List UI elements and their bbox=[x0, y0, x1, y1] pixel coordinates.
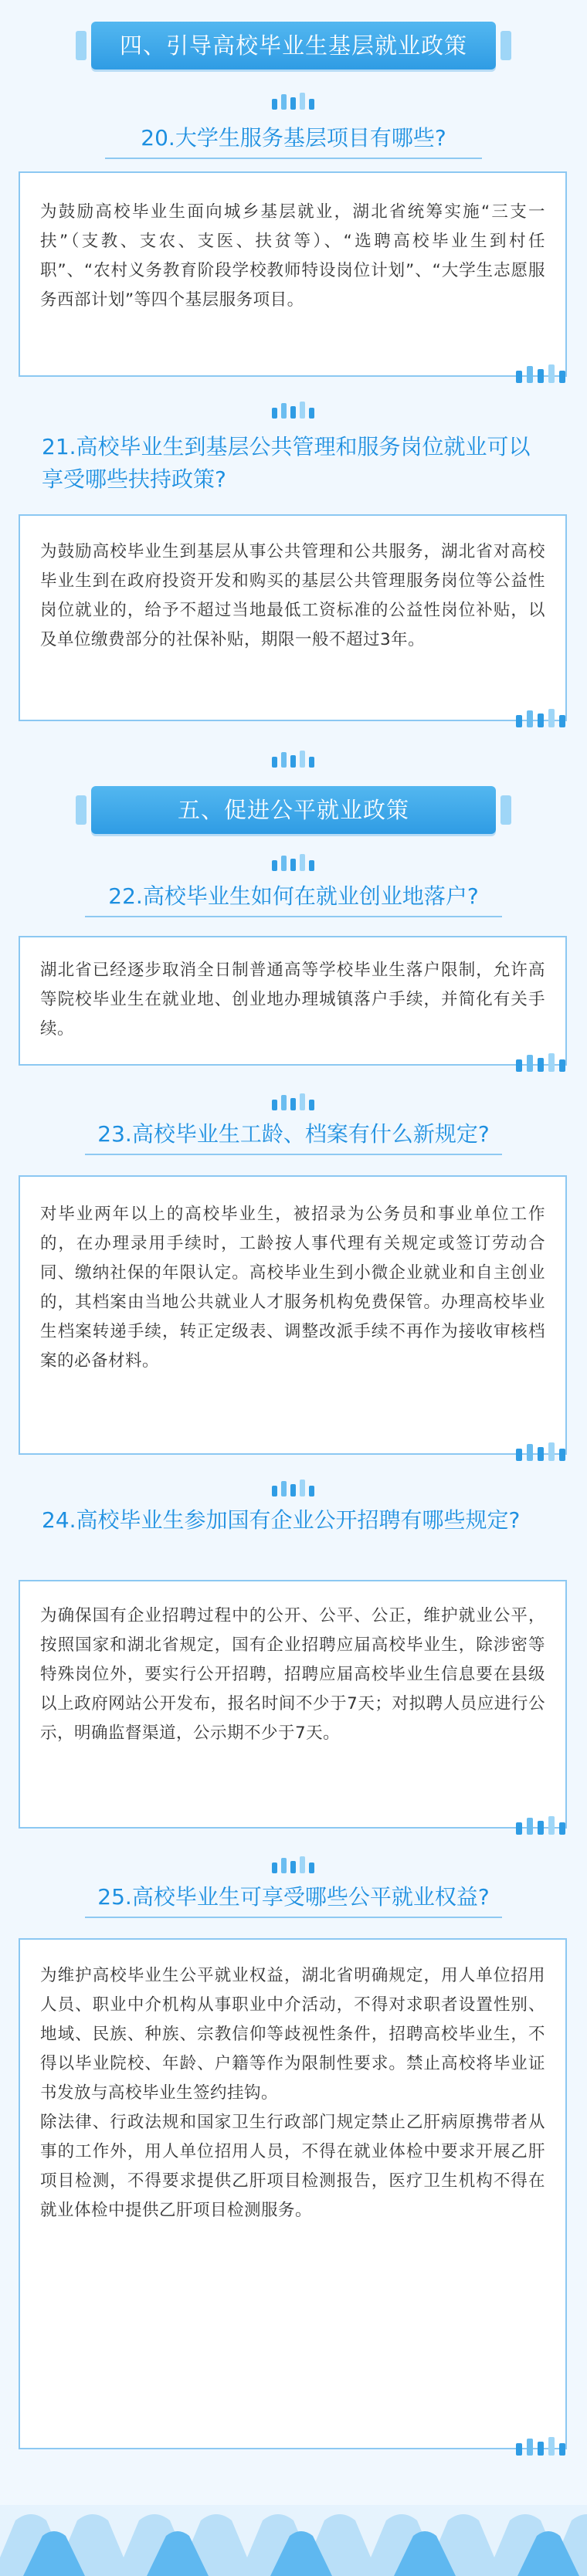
corner-dots-icon bbox=[513, 707, 568, 729]
answer-paragraph: 除法律、行政法规和国家卫生行政部门规定禁止乙肝病原携带者从事的工作外，用人单位招用人员，不得在就业体检中要求开展乙肝项目检测，不得要求提供乙肝项目检测报告，医疗卫生机构不得在就业体检中提供乙肝项目检测服务。 bbox=[40, 2113, 545, 2220]
answer-box bbox=[19, 171, 567, 377]
dots-ornament-icon bbox=[270, 1092, 317, 1112]
wave-footer-icon bbox=[0, 2505, 587, 2576]
dots-ornament-icon bbox=[270, 1855, 317, 1875]
section-banner-4 bbox=[91, 22, 496, 69]
dots-ornament-icon bbox=[270, 1478, 317, 1498]
answer-text bbox=[40, 1961, 545, 2225]
answer-box bbox=[19, 1938, 567, 2449]
question-underline bbox=[105, 158, 482, 159]
section-banner-5 bbox=[91, 786, 496, 834]
corner-dots-icon bbox=[513, 1815, 568, 1836]
answer-paragraph: 为维护高校毕业生公平就业权益，湖北省明确规定，用人单位招用人员、职业中介机构从事职业中介活动，不得对求职者设置性别、地域、民族、种族、宗教信仰等歧视性条件，招聘高校毕业生，不得以毕业院校、年龄、户籍等作为限制性要求。禁止高校将毕业证书发放与高校毕业生签约挂钩。 bbox=[40, 1966, 545, 2103]
dots-ornament-icon bbox=[270, 91, 317, 111]
question-title: 21.高校毕业生到基层公共管理和服务岗位就业可以享受哪些扶持政策? bbox=[42, 434, 531, 492]
question-underline bbox=[85, 1917, 502, 1918]
corner-dots-icon bbox=[513, 1052, 568, 1073]
answer-text bbox=[40, 1602, 545, 1748]
dots-ornament-icon bbox=[270, 852, 317, 873]
answer-paragraph: 为鼓励高校毕业生面向城乡基层就业，湖北省统筹实施“三支一扶”（支教、支农、支医、扶贫等）、“选聘高校毕业生到村任职”、“农村义务教育阶段学校教师特设岗位计划”、“大学生志愿服务西部计划”等四个基层服务项目。 bbox=[40, 202, 545, 310]
corner-dots-icon bbox=[513, 1441, 568, 1463]
question-underline bbox=[85, 1154, 502, 1155]
corner-dots-icon bbox=[513, 363, 568, 385]
question-title: 23.高校毕业生工龄、档案有什么新规定? bbox=[97, 1121, 490, 1147]
answer-box bbox=[19, 514, 567, 721]
question-title: 20.大学生服务基层项目有哪些? bbox=[141, 125, 446, 151]
answer-paragraph: 为确保国有企业招聘过程中的公开、公平、公正，维护就业公平，按照国家和湖北省规定，国有企业招聘应届高校毕业生，除涉密等特殊岗位外，要实行公开招聘，招聘应届高校毕业生信息要在县级以上政府网站公开发布，报名时间不少于7天；对拟聘人员应进行公示，明确监督渠道，公示期不少于7天。 bbox=[40, 1606, 545, 1743]
question-title: 24.高校毕业生参加国有企业公开招聘有哪些规定? bbox=[42, 1507, 521, 1533]
section-title: 五、促进公平就业政策 bbox=[177, 797, 409, 823]
answer-text bbox=[40, 956, 545, 1044]
answer-text bbox=[40, 1200, 545, 1376]
question-title: 25.高校毕业生可享受哪些公平就业权益? bbox=[97, 1884, 490, 1910]
answer-text bbox=[40, 198, 545, 315]
answer-paragraph: 对毕业两年以上的高校毕业生，被招录为公务员和事业单位工作的，在办理录用手续时，工龄按人事代理有关规定或签订劳动合同、缴纳社保的年限认定。高校毕业生到小微企业就业和自主创业的，其档案由当地公共就业人才服务机构免费保管。办理高校毕业生档案转递手续，转正定级表、调整改派手续不再作为接收审核档案的必备材料。 bbox=[40, 1205, 545, 1371]
answer-box bbox=[19, 1175, 567, 1455]
answer-box bbox=[19, 936, 567, 1066]
answer-paragraph: 为鼓励高校毕业生到基层从事公共管理和公共服务，湖北省对高校毕业生到在政府投资开发和购买的基层公共管理服务岗位等公益性岗位就业的，给予不超过当地最低工资标准的公益性岗位补贴，以及单位缴费部分的社保补贴，期限一般不超过3年。 bbox=[40, 542, 545, 649]
dots-ornament-icon bbox=[270, 400, 317, 420]
answer-box bbox=[19, 1580, 567, 1829]
answer-paragraph: 湖北省已经逐步取消全日制普通高等学校毕业生落户限制，允许高等院校毕业生在就业地、创业地办理城镇落户手续，并简化有关手续。 bbox=[40, 961, 545, 1039]
answer-text bbox=[40, 537, 545, 655]
question-title: 22.高校毕业生如何在就业创业地落户? bbox=[108, 883, 479, 909]
corner-dots-icon bbox=[513, 2435, 568, 2457]
section-title: 四、引导高校毕业生基层就业政策 bbox=[119, 32, 467, 59]
dots-ornament-icon bbox=[270, 749, 317, 769]
question-underline bbox=[85, 916, 502, 917]
